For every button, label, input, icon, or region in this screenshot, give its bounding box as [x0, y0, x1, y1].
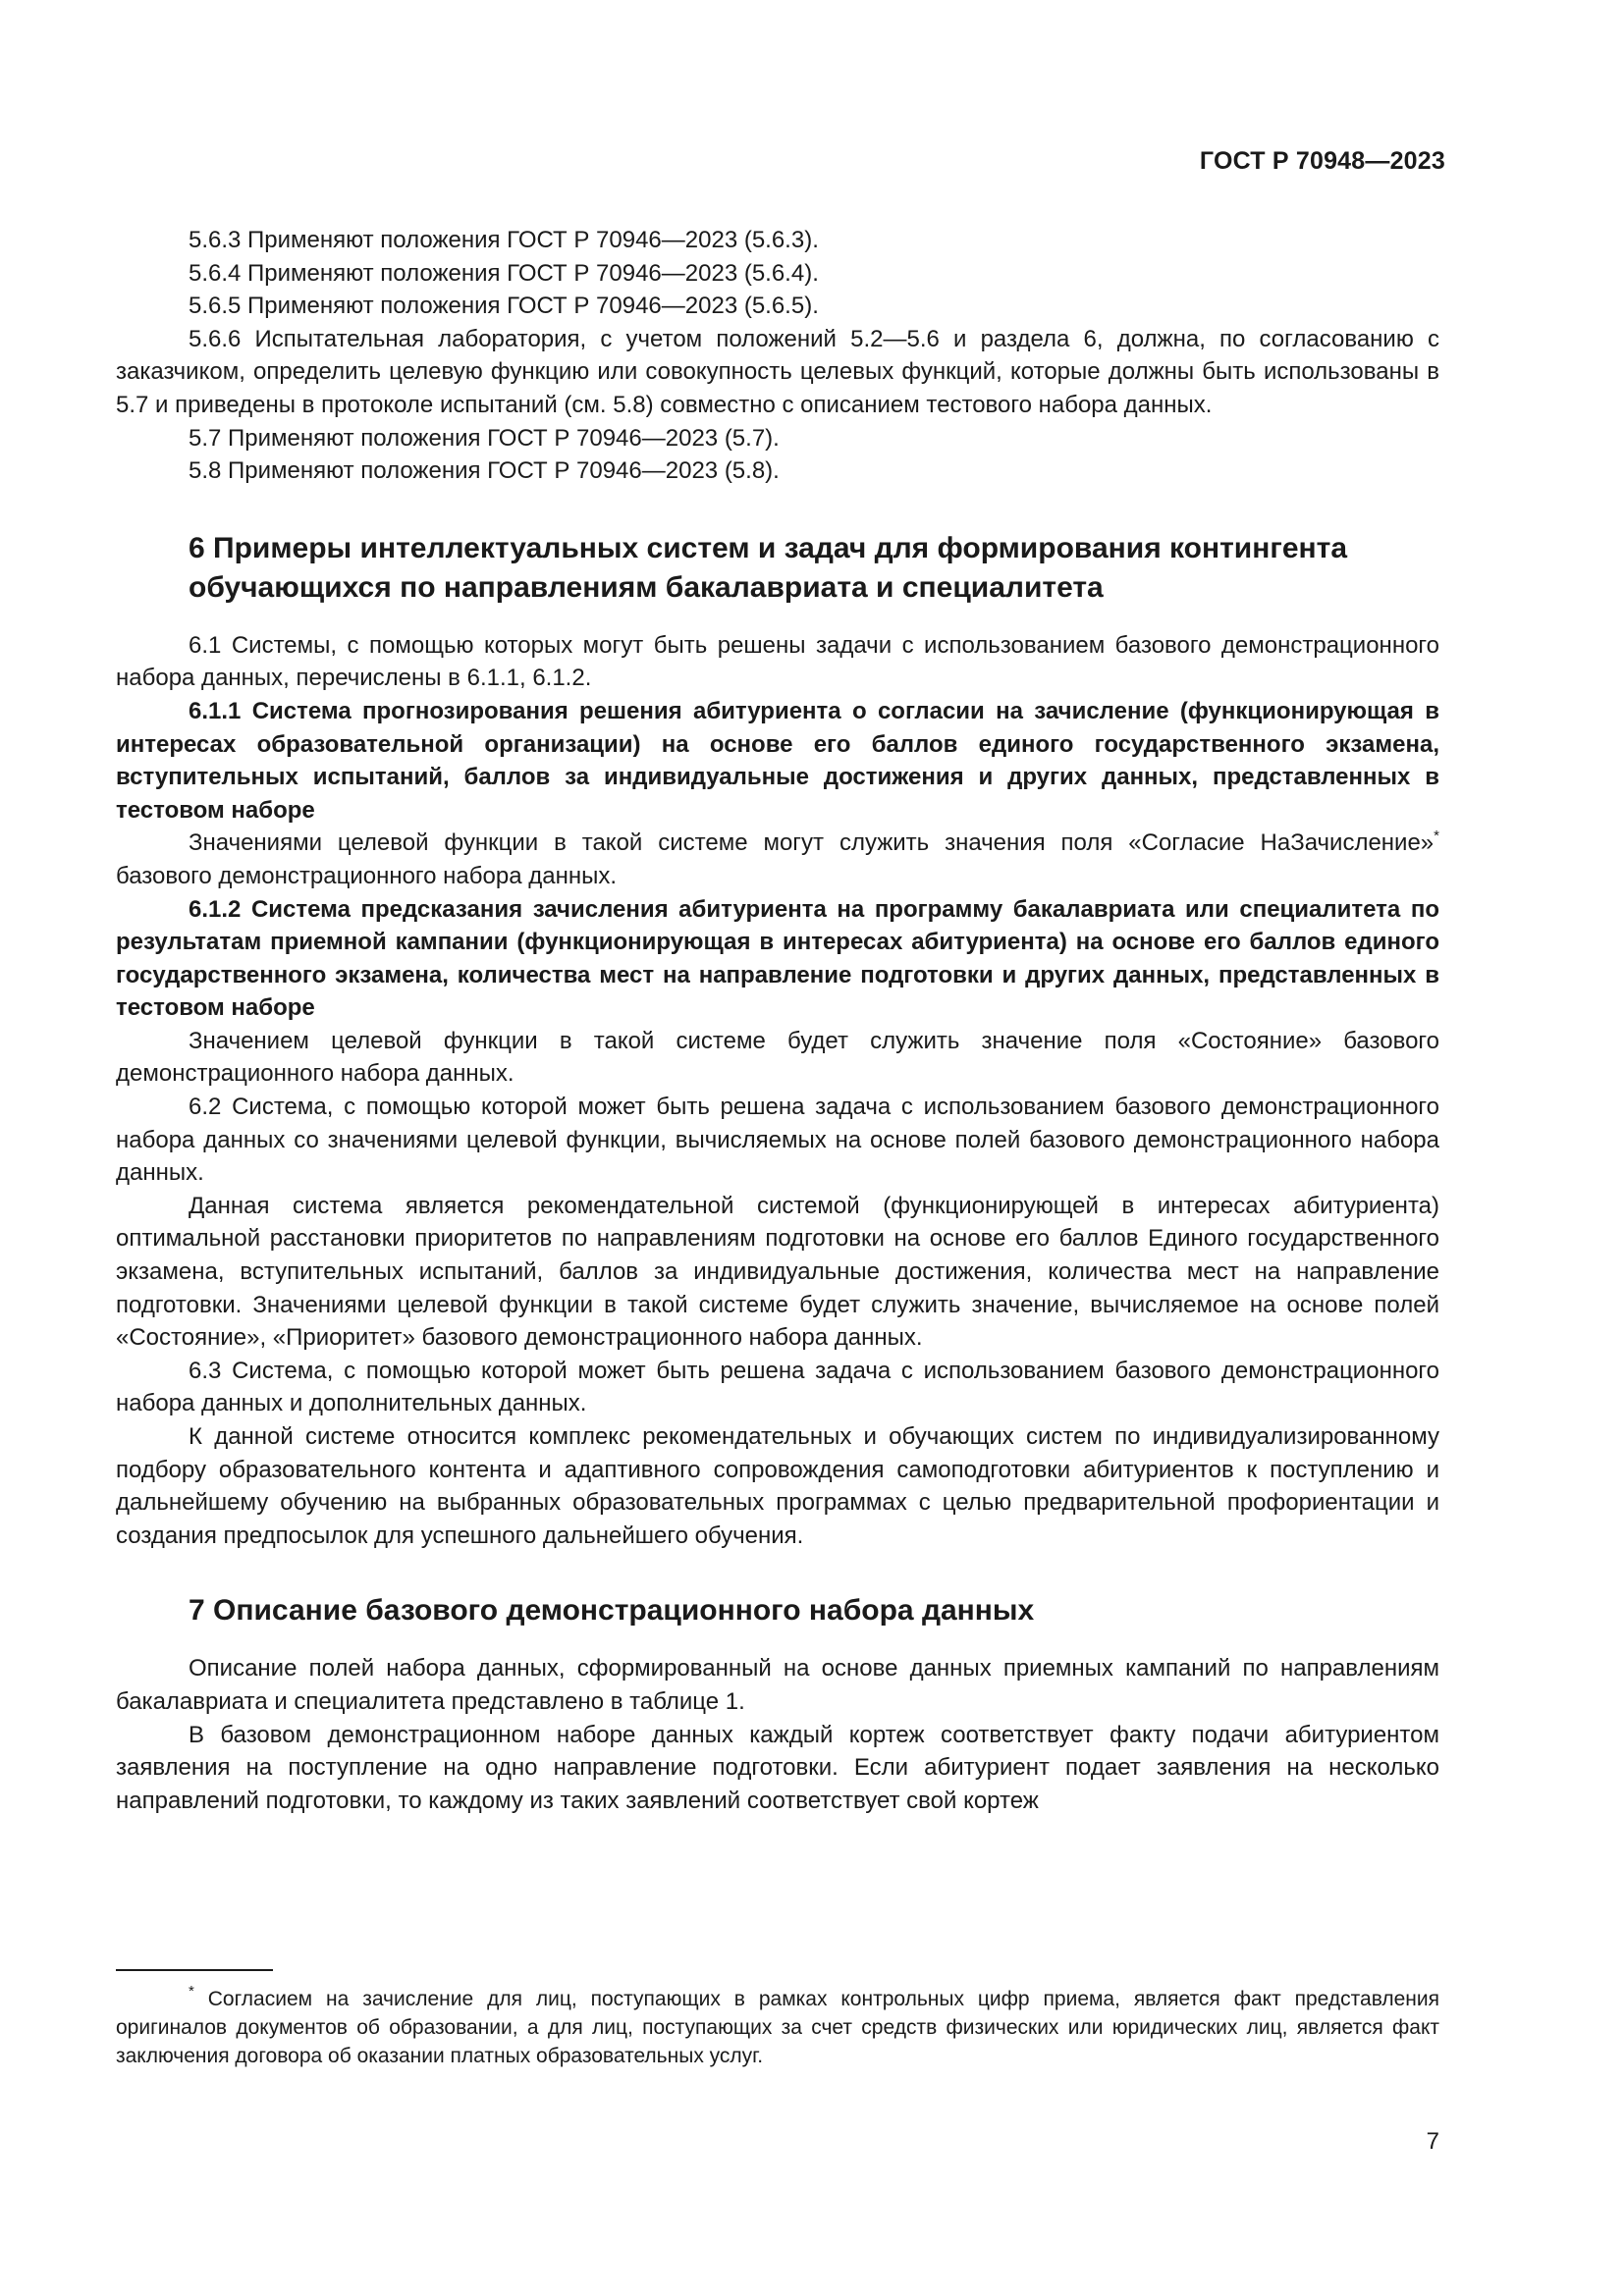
paragraph-6-1-1-text-end: базового демонстрационного набора данных. [116, 862, 617, 889]
footnote-mark: * [189, 1983, 194, 2000]
paragraph-5-7: 5.7 Применяют положения ГОСТ Р 70946—2023 (5.7). [189, 424, 780, 452]
paragraph-7-2: В базовом демонстрационном наборе данных каждый кортеж соответствует факту подачи абитуриентом заявления на поступление на одно направление подготовки. Если абитуриент подает заявления на несколько направлений подготовки, то каждому из таких заявлений соответствует свой кортеж [116, 1721, 1439, 1814]
document-body [116, 224, 1439, 1817]
paragraph-6-1-2-text: Значением целевой функции в такой системе будет служить значение поля «Состояние» базового демонстрационного набора данных. [116, 1027, 1439, 1088]
footnote-divider [116, 1969, 273, 1971]
paragraph-5-6-6: 5.6.6 Испытательная лаборатория, с учетом положений 5.2—5.6 и раздела 6, должна, по согласованию с заказчиком, определить целевую функцию или совокупность целевых функций, которые должны быть использованы в 5.7 и приведены в протоколе испытаний (см. 5.8) совместно с описанием тестового набора данных. [116, 325, 1439, 418]
paragraph-6-1-2-title: 6.1.2 Система предсказания зачисления абитуриента на программу бакалавриата или специалитета по результатам приемной кампании (функционирующая в интересах абитуриента) на основе его баллов единого государственного экзамена, количества мест на направление подготовки и других данных, представленных в тестовом наборе [116, 895, 1439, 1022]
paragraph-6-1-1-title: 6.1.1 Система прогнозирования решения абитуриента о согласии на зачисление (функционирующая в интересах образовательной организации) на основе его баллов единого государственного экзамена, вступительных испытаний, баллов за индивидуальные достижения и других данных, представленных в тестовом наборе [116, 697, 1439, 824]
footnote [116, 1985, 1439, 2070]
footnote-text [116, 1985, 1439, 2070]
footnote-body: Согласием на зачисление для лиц, поступающих в рамках контрольных цифр приема, является факт представления оригиналов документов об образовании, а для лиц, поступающих за счет средств физических или юридических лиц, является факт заключения договора об оказании платных образовательных услуг. [116, 1988, 1439, 2067]
paragraph-6-1-1-text [116, 827, 1439, 892]
paragraph-5-8: 5.8 Применяют положения ГОСТ Р 70946—2023 (5.8). [189, 457, 780, 485]
footnote-reference: * [1434, 828, 1439, 845]
paragraph-5-6-4: 5.6.4 Применяют положения ГОСТ Р 70946—2023 (5.6.4). [189, 259, 819, 287]
paragraph-5-6-3: 5.6.3 Применяют положения ГОСТ Р 70946—2023 (5.6.3). [189, 227, 819, 253]
paragraph-6-3: 6.3 Система, с помощью которой может быть решена задача с использованием базового демонстрационного набора данных и дополнительных данных. [116, 1357, 1439, 1417]
paragraph-6-3-text: К данной системе относится комплекс рекомендательных и обучающих систем по индивидуализированному подбору образовательного контента и адаптивного сопровождения самоподготовки абитуриентов к поступлению и дальнейшему обучению на выбранных образовательных программах с целью предварительной профориентации и создания предпосылок для успешного дальнейшего обучения. [116, 1423, 1439, 1549]
paragraph-6-2-text: Данная система является рекомендательной системой (функционирующей в интересах абитуриента) оптимальной расстановки приоритетов по направлениям подготовки на основе его баллов Единого государственного экзамена, вступительных испытаний, баллов за индивидуальные достижения, количества мест на направление подготовки. Значениями целевой функции в такой системе будет служить значение, вычисляемое на основе полей «Состояние», «Приоритет» базового демонстрационного набора данных. [116, 1192, 1439, 1352]
paragraph-6-1-1-text-start: Значениями целевой функции в такой системе могут служить значения поля «Согласие НаЗачисление» [189, 829, 1435, 857]
section-6-heading: 6 Примеры интеллектуальных систем и задач для формирования контингента обучающихся по направлениям бакалавриата и специалитета [189, 531, 1348, 604]
paragraph-6-2: 6.2 Система, с помощью которой может быть решена задача с использованием базового демонстрационного набора данных со значениями целевой функции, вычисляемых на основе полей базового демонстрационного набора данных. [116, 1094, 1439, 1187]
page-number: 7 [1426, 2128, 1439, 2155]
document-header: ГОСТ Р 70948—2023 [1199, 147, 1445, 175]
paragraph-7-1: Описание полей набора данных, сформированный на основе данных приемных кампаний по направлениям бакалавриата и специалитета представлено в таблице 1. [116, 1655, 1439, 1715]
paragraph-5-6-5: 5.6.5 Применяют положения ГОСТ Р 70946—2023 (5.6.5). [189, 293, 819, 320]
section-7-heading: 7 Описание базового демонстрационного набора данных [189, 1594, 1035, 1628]
paragraph-6-1: 6.1 Системы, с помощью которых могут быть решены задачи с использованием базового демонстрационного набора данных, перечислены в 6.1.1, 6.1.2. [116, 631, 1439, 692]
